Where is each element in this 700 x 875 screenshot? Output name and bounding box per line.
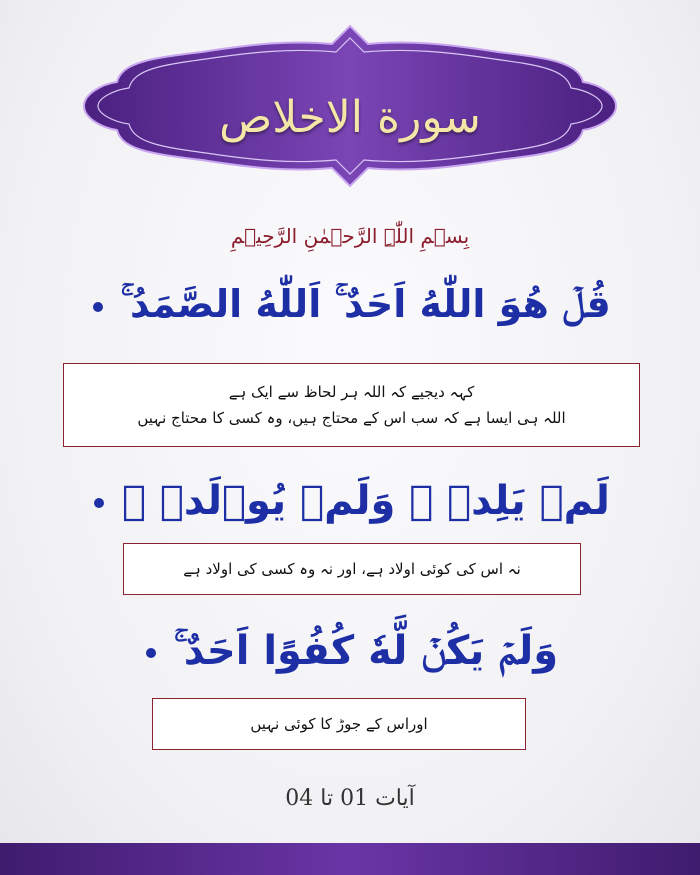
verse-1-translation-line-2: اللہ ہی ایسا ہے کہ سب اس کے محتاج ہیں، وہ کسی کا محتاج نہیں [137,409,566,427]
verse-1-translation-line-1: کہہ دیجیے کہ اللہ ہر لحاظ سے ایک ہے [228,383,475,401]
bottom-bar [0,843,700,875]
verse-3-text: وَلَمۡ يَكُنۡ لَّهٗ كُفُوًا اَحَدٌ ۚ [173,628,559,674]
verse-3-translation-box [152,698,526,750]
bismillah: بِسۡمِ اللّٰہِ الرَّحۡمٰنِ الرَّحِیۡمِ [230,224,470,248]
ayat-range: آیات 01 تا 04 [285,786,415,811]
verse-2-text: لَمۡ يَلِدۡ ۙ وَلَمۡ يُوۡلَدۡ ۙ [121,478,610,524]
verse-1-translation-box [63,363,640,447]
verse-2-translation-line-1: نہ اس کی کوئی اولاد ہے، اور نہ وہ کسی کی اولاد ہے [183,560,521,578]
surah-title: سورة الاخلاص [219,92,481,143]
ayah-end-marker [146,648,156,658]
verse-1-arabic [0,282,700,327]
verse-1-text: قُلۡ هُوَ اللّٰهُ اَحَدٌ ۚ اَللّٰهُ الصَّمَدُ ۚ [120,282,611,326]
ayah-end-marker [94,498,104,508]
verse-2-arabic [0,478,700,524]
verse-2-translation-box [123,543,581,595]
verse-3-translation-line-1: اوراس کے جوڑ کا کوئی نہیں [250,715,428,733]
verse-3-arabic [0,628,700,674]
title-banner [78,22,622,190]
ayah-end-marker [93,302,103,312]
